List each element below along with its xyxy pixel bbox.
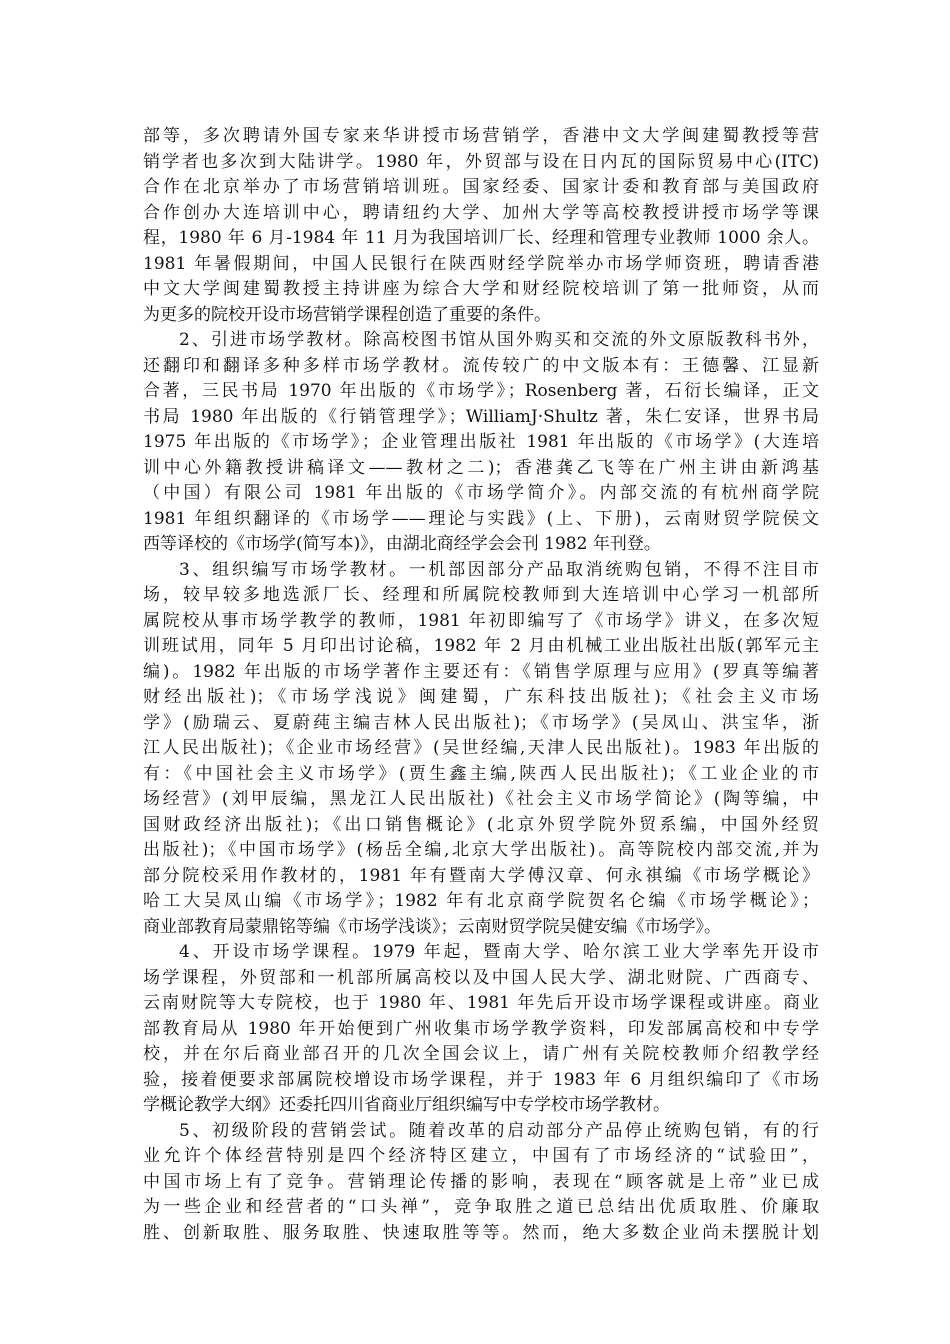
text-line: 1975 年出版的《市场学》；企业管理出版社 1981 年出版的《市场学》(大连培 bbox=[143, 432, 819, 452]
text-line: 场学课程，外贸部和一机部所属高校以及中国人民大学、湖北财院、广西商专、 bbox=[143, 967, 819, 988]
text-line: 4、开设市场学课程。1979 年起，暨南大学、哈尔滨工业大学率先开设市 bbox=[179, 942, 819, 962]
text-line: 商业部教育局蒙鼎铭等编《市场学浅谈》；云南财贸学院吴健安编《市场学》。 bbox=[143, 916, 721, 937]
text-line: 合作创办大连培训中心，聘请纽约大学、加州大学等高校教授讲授市场学等课 bbox=[143, 202, 819, 223]
text-line: 国财政经济出版社)；《出口销售概论》(北京外贸学院外贸系编，中国外经贸 bbox=[143, 814, 819, 835]
paragraph-4-courses bbox=[143, 940, 819, 1119]
text-line: 财经出版社)；《市场学浅说》闽建蜀，广东科技出版社)；《社会主义市场 bbox=[143, 687, 819, 707]
text-line: 为更多的院校开设市场营销学课程创造了重要的条件。 bbox=[143, 304, 551, 325]
text-line: 部等，多次聘请外国专家来华讲授市场营销学，香港中文大学闽建蜀教授等营 bbox=[143, 126, 819, 146]
text-line: 训中心外籍教授讲稿译文——教材之二)；香港龚乙飞等在广州主讲由新鸿基 bbox=[143, 457, 819, 478]
text-line: 合著，三民书局 1970 年出版的《市场学》；Rosenberg 著，石衍长编译，正文 bbox=[143, 381, 819, 401]
text-line: 业允许个体经营特别是四个经济特区建立，中国有了市场经济的“试验田”， bbox=[143, 1146, 819, 1166]
text-line: 校，并在尔后商业部召开的几次全国会议上，请广州有关院校教师介绍教学经 bbox=[143, 1044, 819, 1064]
text-line: 2、引进市场学教材。除高校图书馆从国外购买和交流的外文原版教科书外， bbox=[179, 330, 819, 350]
text-line: （中国）有限公司 1981 年出版的《市场学简介》。内部交流的有杭州商学院 bbox=[143, 483, 819, 503]
body-text bbox=[143, 124, 819, 1246]
text-line: 部分院校采用作教材的，1981 年有暨南大学傅汉章、何永祺编《市场学概论》 bbox=[143, 865, 819, 886]
text-line: 有：《中国社会主义市场学》(贾生鑫主编,陕西人民出版社)；《工业企业的市 bbox=[143, 763, 819, 784]
text-line: 江人民出版社)；《企业市场经营》(吴世经编,天津人民出版社)。1983 年出版的 bbox=[143, 738, 819, 758]
text-line: 5、初级阶段的营销尝试。随着改革的启动部分产品停止统购包销，有的行 bbox=[179, 1120, 819, 1141]
text-line: 学概论教学大纲》还委托四川省商业厅组织编写中专学校市场学教材。 bbox=[143, 1095, 670, 1115]
text-line: 书局 1980 年出版的《行销管理学》；WilliamJ·Shultz 著，朱仁安译，世界书局 bbox=[143, 406, 819, 427]
text-line: 中文大学闽建蜀教授主持讲座为综合大学和财经院校培训了第一批师资，从而 bbox=[143, 279, 819, 299]
text-line: 为一些企业和经营者的“口头禅”，竞争取胜之道已总结出优质取胜、价廉取 bbox=[143, 1197, 819, 1217]
text-line: 验，接着便要求部属院校增设市场学课程，并于 1983 年 6 月组织编印了《市场 bbox=[143, 1069, 819, 1090]
text-line: 哈工大吴凤山编《市场学》；1982 年有北京商学院贺名仑编《市场学概论》； bbox=[143, 891, 819, 911]
text-line: 1981 年组织翻译的《市场学——理论与实践》(上、下册)，云南财贸学院侯文 bbox=[143, 508, 819, 529]
text-line: 属院校从事市场学教学的教师，1981 年初即编写了《市场学》讲义，在多次短 bbox=[143, 610, 819, 631]
text-line: 1981 年暑假期间，中国人民银行在陕西财经学院举办市场学师资班，聘请香港 bbox=[143, 253, 819, 274]
text-line: 场，较早较多地选派厂长、经理和所属院校教师到大连培训中心学习一机部所 bbox=[143, 585, 819, 605]
text-line: 场经营》(刘甲辰编，黑龙江人民出版社)《社会主义市场学简论》(陶等编，中 bbox=[143, 789, 819, 809]
text-line: 程，1980 年 6 月-1984 年 11 月为我国培训厂长、经理和管理专业教师 1000 余人。 bbox=[143, 228, 819, 248]
text-line: 胜、创新取胜、服务取胜、快速取胜等等。然而，绝大多数企业尚未摆脱计划 bbox=[143, 1222, 819, 1243]
text-line: 编)。1982 年出版的市场学著作主要还有：《销售学原理与应用》(罗真等编著 bbox=[143, 661, 819, 682]
text-line: 合作在北京举办了市场营销培训班。国家经委、国家计委和教育部与美国政府 bbox=[143, 177, 819, 197]
text-line: 云南财院等大专院校，也于 1980 年、1981 年先后开设市场学课程或讲座。商业 bbox=[143, 993, 819, 1013]
text-line: 还翻印和翻译多种多样市场学教材。流传较广的中文版本有：王德馨、江显新 bbox=[143, 355, 819, 376]
text-line: 训班试用，同年 5 月印出讨论稿，1982 年 2 月由机械工业出版社出版(郭军元主 bbox=[143, 636, 819, 656]
paragraph-intro-training bbox=[143, 124, 819, 328]
text-line: 部教育局从 1980 年开始便到广州收集市场学教学资料，印发部属高校和中专学 bbox=[143, 1018, 819, 1039]
paragraph-3-compile bbox=[143, 558, 819, 941]
text-line: 3、组织编写市场学教材。一机部因部分产品取消统购包销，不得不注目市 bbox=[179, 559, 819, 580]
text-line: 出版社)；《中国市场学》(杨岳全编,北京大学出版社)。高等院校内部交流,并为 bbox=[143, 840, 819, 860]
text-line: 学》(励瑞云、夏蔚莼主编吉林人民出版社)；《市场学》(吴凤山、洪宝华，浙 bbox=[143, 712, 819, 733]
text-line: 销学者也多次到大陆讲学。1980 年，外贸部与设在日内瓦的国际贸易中心(ITC) bbox=[143, 151, 819, 172]
text-line: 西等译校的《市场学(简写本)》，由湖北商经学会会刊 1982 年刊登。 bbox=[143, 534, 661, 554]
paragraph-5-practice bbox=[143, 1119, 819, 1247]
text-line: 中国市场上有了竞争。营销理论传播的影响，表现在“顾客就是上帝”业已成 bbox=[143, 1171, 819, 1192]
paragraph-2-textbooks bbox=[143, 328, 819, 558]
